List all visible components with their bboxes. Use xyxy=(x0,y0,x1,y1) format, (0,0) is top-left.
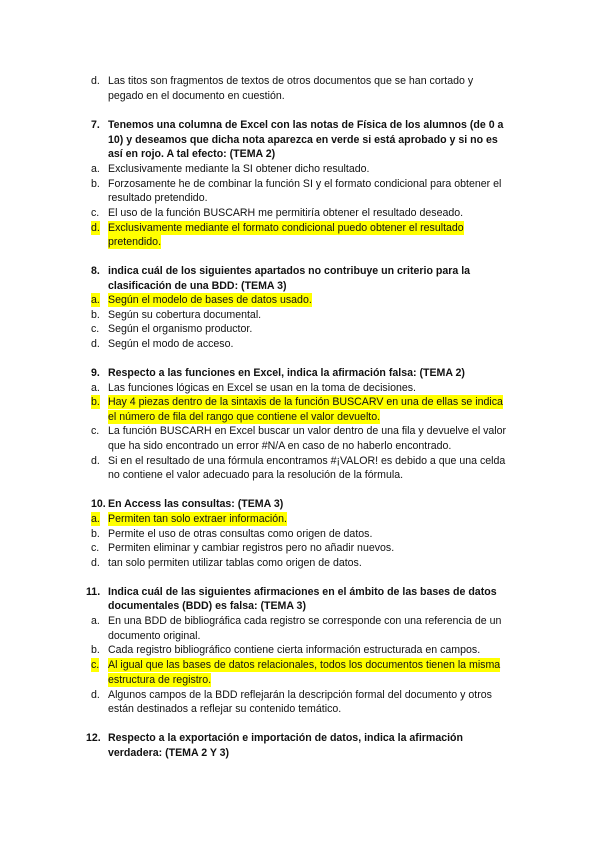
question-number: 10. xyxy=(91,498,106,510)
option-text: que ha sido encontrado un error #N/A en caso de no haberlo encontrado. xyxy=(108,440,452,452)
option-text: están destinados a reflejar su contenido temático. xyxy=(108,703,342,715)
option-text: Algunos campos de la BDD reflejarán la descripción formal del documento y otros xyxy=(108,689,492,701)
option-text: Las funciones lógicas en Excel se usan en la toma de decisiones. xyxy=(108,382,416,394)
option-text: Permiten eliminar y cambiar registros pero no añadir nuevos. xyxy=(108,542,395,554)
option-text: resultado pretendido. xyxy=(108,192,208,204)
option-text: Si en el resultado de una fórmula encontramos #¡VALOR! es debido a que una celda xyxy=(108,455,506,467)
option-label: c. xyxy=(91,207,100,219)
question-number: 9. xyxy=(91,367,100,379)
correct-answer-highlight: Permiten tan solo extraer información. xyxy=(108,513,287,525)
option-label-highlighted: b. xyxy=(91,396,100,408)
option-label: b. xyxy=(91,309,100,321)
option-label: d. xyxy=(91,338,100,350)
option-text: documento original. xyxy=(108,630,201,642)
option-label: c. xyxy=(91,425,100,437)
question-number: 8. xyxy=(91,265,100,277)
option-label: d. xyxy=(91,557,100,569)
option-text: Permite el uso de otras consultas como origen de datos. xyxy=(108,528,373,540)
question-text: En Access las consultas: (TEMA 3) xyxy=(108,498,284,510)
question-text: verdadera: (TEMA 2 Y 3) xyxy=(108,747,230,759)
question-text: documentales (BDD) es falsa: (TEMA 3) xyxy=(108,600,306,612)
question-text: Respecto a la exportación e importación de datos, indica la afirmación xyxy=(108,732,463,744)
correct-answer-highlight: Hay 4 piezas dentro de la sintaxis de la función BUSCARV en una de ellas se indica xyxy=(108,396,503,408)
question-number: 11. xyxy=(86,586,101,598)
option-text: La función BUSCARH en Excel buscar un valor dentro de una fila y devuelve el valor xyxy=(108,425,507,437)
question-number: 12. xyxy=(86,732,101,744)
option-label: d. xyxy=(91,75,100,87)
option-label-highlighted: a. xyxy=(91,513,100,525)
correct-answer-highlight: Según el modelo de bases de datos usado. xyxy=(108,294,312,306)
option-label: d. xyxy=(91,689,100,701)
option-text: Las titos son fragmentos de textos de otros documentos que se han cortado y xyxy=(108,75,474,87)
correct-answer-highlight: pretendido. xyxy=(108,236,162,248)
question-text: 10) y deseamos que dicha nota aparezca en verde si está aprobado y si no es xyxy=(108,134,498,146)
option-text: pegado en el documento en cuestión. xyxy=(108,90,285,102)
question-text: Tenemos una columna de Excel con las notas de Física de los alumnos (de 0 a xyxy=(108,119,504,131)
question-text: indica cuál de los siguientes apartados no contribuye un criterio para la xyxy=(108,265,471,277)
option-label: a. xyxy=(91,615,100,627)
option-text: Forzosamente he de combinar la función SI y el formato condicional para obtener el xyxy=(108,178,502,190)
option-label: b. xyxy=(91,528,100,540)
correct-answer-highlight: Exclusivamente mediante el formato condicional puedo obtener el resultado xyxy=(108,222,464,234)
option-text: Exclusivamente mediante la SI obtener dicho resultado. xyxy=(108,163,370,175)
correct-answer-highlight: estructura de registro. xyxy=(108,674,212,686)
option-text: Según su cobertura documental. xyxy=(108,309,262,321)
question-text: Indica cuál de las siguientes afirmaciones en el ámbito de las bases de datos xyxy=(108,586,497,598)
option-text: Cada registro bibliográfico contiene cierta información estructurada en campos. xyxy=(108,644,481,656)
option-label-highlighted: d. xyxy=(91,222,100,234)
question-text: clasificación de una BDD: (TEMA 3) xyxy=(108,280,287,292)
option-text: tan solo permiten utilizar tablas como origen de datos. xyxy=(108,557,362,569)
option-label: b. xyxy=(91,178,100,190)
option-label: c. xyxy=(91,323,100,335)
option-text: Según el organismo productor. xyxy=(108,323,253,335)
correct-answer-highlight: el número de fila del rango que contiene el valor devuelto. xyxy=(108,411,381,423)
option-label: d. xyxy=(91,455,100,467)
option-label: b. xyxy=(91,644,100,656)
option-text: no contiene el valor adecuado para la resolución de la fórmula. xyxy=(108,469,404,481)
option-label-highlighted: c. xyxy=(91,659,100,671)
option-label-highlighted: a. xyxy=(91,294,100,306)
option-label: c. xyxy=(91,542,100,554)
option-label: a. xyxy=(91,163,100,175)
option-label: a. xyxy=(91,382,100,394)
question-text: Respecto a las funciones en Excel, indica la afirmación falsa: (TEMA 2) xyxy=(108,367,465,379)
option-text: El uso de la función BUSCARH me permitiría obtener el resultado deseado. xyxy=(108,207,464,219)
question-number: 7. xyxy=(91,119,100,131)
option-text: En una BDD de bibliográfica cada registro se corresponde con una referencia de un xyxy=(108,615,502,627)
option-text: Según el modo de acceso. xyxy=(108,338,234,350)
question-text: así en rojo. A tal efecto: (TEMA 2) xyxy=(108,148,276,160)
correct-answer-highlight: Al igual que las bases de datos relacionales, todos los documentos tienen la misma xyxy=(108,659,501,671)
